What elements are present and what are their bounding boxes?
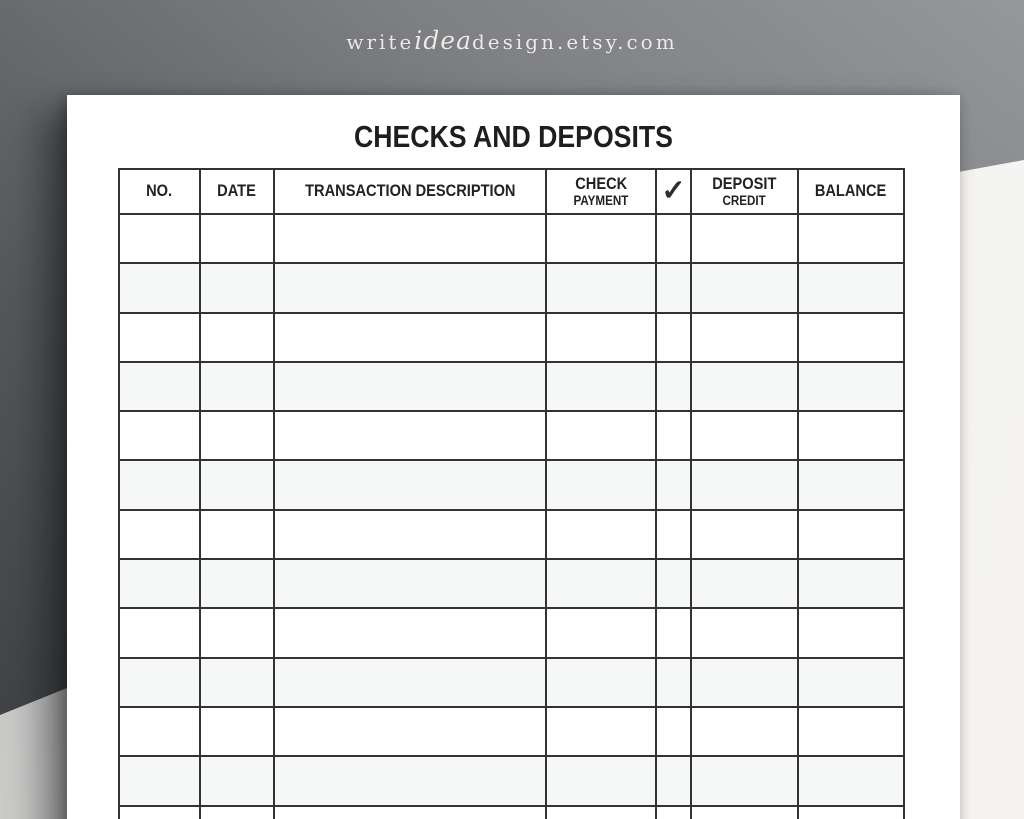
register-cell-date — [200, 707, 274, 756]
register-cell-balance — [798, 510, 904, 559]
register-cell-cleared — [656, 362, 691, 411]
register-cell-description — [274, 658, 546, 707]
register-row — [119, 510, 904, 559]
register-row — [119, 460, 904, 509]
register-cell-description — [274, 263, 546, 312]
register-cell-no — [119, 658, 200, 707]
register-cell-date — [200, 313, 274, 362]
register-cell-cleared — [656, 608, 691, 657]
register-cell-cleared — [656, 510, 691, 559]
register-cell-description — [274, 214, 546, 263]
register-cell-cleared — [656, 313, 691, 362]
register-cell-description — [274, 806, 546, 819]
register-cell-deposit_credit — [691, 263, 798, 312]
register-cell-deposit_credit — [691, 460, 798, 509]
register-cell-date — [200, 608, 274, 657]
register-cell-balance — [798, 756, 904, 805]
register-cell-balance — [798, 411, 904, 460]
register-cell-balance — [798, 608, 904, 657]
register-cell-description — [274, 707, 546, 756]
register-cell-no — [119, 460, 200, 509]
register-cell-deposit_credit — [691, 608, 798, 657]
register-cell-date — [200, 263, 274, 312]
register-row — [119, 263, 904, 312]
register-cell-description — [274, 313, 546, 362]
register-cell-no — [119, 806, 200, 819]
printable-page — [67, 95, 960, 819]
register-cell-description — [274, 411, 546, 460]
register-cell-check_payment — [546, 707, 656, 756]
register-cell-description — [274, 756, 546, 805]
register-cell-deposit_credit — [691, 707, 798, 756]
register-cell-cleared — [656, 411, 691, 460]
register-row — [119, 608, 904, 657]
register-cell-date — [200, 411, 274, 460]
register-cell-check_payment — [546, 658, 656, 707]
register-cell-check_payment — [546, 263, 656, 312]
check-register-table — [118, 168, 905, 819]
register-cell-balance — [798, 460, 904, 509]
register-cell-date — [200, 510, 274, 559]
register-cell-cleared — [656, 806, 691, 819]
watermark-prefix: write — [346, 30, 415, 54]
column-header-check-payment: CHECK PAYMENT — [546, 169, 656, 214]
register-cell-description — [274, 608, 546, 657]
checkmark-icon: ✓ — [661, 175, 686, 207]
register-cell-balance — [798, 658, 904, 707]
column-header-balance: BALANCE — [798, 169, 904, 214]
register-cell-no — [119, 263, 200, 312]
register-cell-deposit_credit — [691, 313, 798, 362]
watermark-suffix: design.etsy.com — [471, 30, 678, 54]
register-cell-no — [119, 411, 200, 460]
register-row — [119, 707, 904, 756]
register-header — [119, 169, 904, 214]
register-cell-no — [119, 559, 200, 608]
register-cell-deposit_credit — [691, 411, 798, 460]
register-row — [119, 658, 904, 707]
register-cell-check_payment — [546, 510, 656, 559]
register-cell-deposit_credit — [691, 658, 798, 707]
register-cell-balance — [798, 263, 904, 312]
register-cell-check_payment — [546, 362, 656, 411]
watermark-shop-url — [0, 26, 1024, 55]
register-row — [119, 756, 904, 805]
register-cell-deposit_credit — [691, 806, 798, 819]
register-cell-cleared — [656, 559, 691, 608]
register-cell-date — [200, 214, 274, 263]
register-row — [119, 313, 904, 362]
register-cell-no — [119, 608, 200, 657]
register-cell-date — [200, 756, 274, 805]
register-cell-check_payment — [546, 214, 656, 263]
register-row — [119, 214, 904, 263]
register-cell-balance — [798, 806, 904, 819]
register-cell-cleared — [656, 756, 691, 805]
register-cell-date — [200, 559, 274, 608]
column-header-no: NO. — [119, 169, 200, 214]
register-body — [119, 214, 904, 819]
register-cell-balance — [798, 313, 904, 362]
register-cell-check_payment — [546, 411, 656, 460]
register-cell-date — [200, 362, 274, 411]
register-cell-date — [200, 460, 274, 509]
register-cell-check_payment — [546, 460, 656, 509]
register-header-row — [119, 169, 904, 214]
column-header-deposit-credit: DEPOSIT CREDIT — [691, 169, 798, 214]
register-cell-description — [274, 460, 546, 509]
register-cell-balance — [798, 707, 904, 756]
register-cell-description — [274, 510, 546, 559]
watermark-script-word: idea — [414, 26, 472, 55]
register-cell-no — [119, 707, 200, 756]
register-row — [119, 559, 904, 608]
column-header-description: TRANSACTION DESCRIPTION — [274, 169, 546, 214]
register-cell-no — [119, 362, 200, 411]
column-header-date: DATE — [200, 169, 274, 214]
register-cell-balance — [798, 362, 904, 411]
register-cell-description — [274, 362, 546, 411]
register-cell-deposit_credit — [691, 756, 798, 805]
register-cell-cleared — [656, 214, 691, 263]
register-cell-cleared — [656, 707, 691, 756]
register-cell-deposit_credit — [691, 559, 798, 608]
column-header-cleared — [656, 169, 691, 214]
page-title: CHECKS AND DEPOSITS — [354, 119, 673, 154]
register-cell-cleared — [656, 460, 691, 509]
register-cell-deposit_credit — [691, 214, 798, 263]
register-cell-check_payment — [546, 559, 656, 608]
register-cell-cleared — [656, 263, 691, 312]
register-row — [119, 411, 904, 460]
register-cell-check_payment — [546, 806, 656, 819]
register-cell-no — [119, 756, 200, 805]
register-cell-check_payment — [546, 756, 656, 805]
register-cell-balance — [798, 214, 904, 263]
register-cell-description — [274, 559, 546, 608]
register-cell-check_payment — [546, 608, 656, 657]
register-cell-date — [200, 658, 274, 707]
register-cell-date — [200, 806, 274, 819]
register-row — [119, 362, 904, 411]
register-cell-no — [119, 313, 200, 362]
register-cell-check_payment — [546, 313, 656, 362]
register-cell-deposit_credit — [691, 510, 798, 559]
register-row — [119, 806, 904, 819]
register-cell-no — [119, 510, 200, 559]
register-cell-deposit_credit — [691, 362, 798, 411]
register-cell-no — [119, 214, 200, 263]
register-cell-balance — [798, 559, 904, 608]
register-cell-cleared — [656, 658, 691, 707]
